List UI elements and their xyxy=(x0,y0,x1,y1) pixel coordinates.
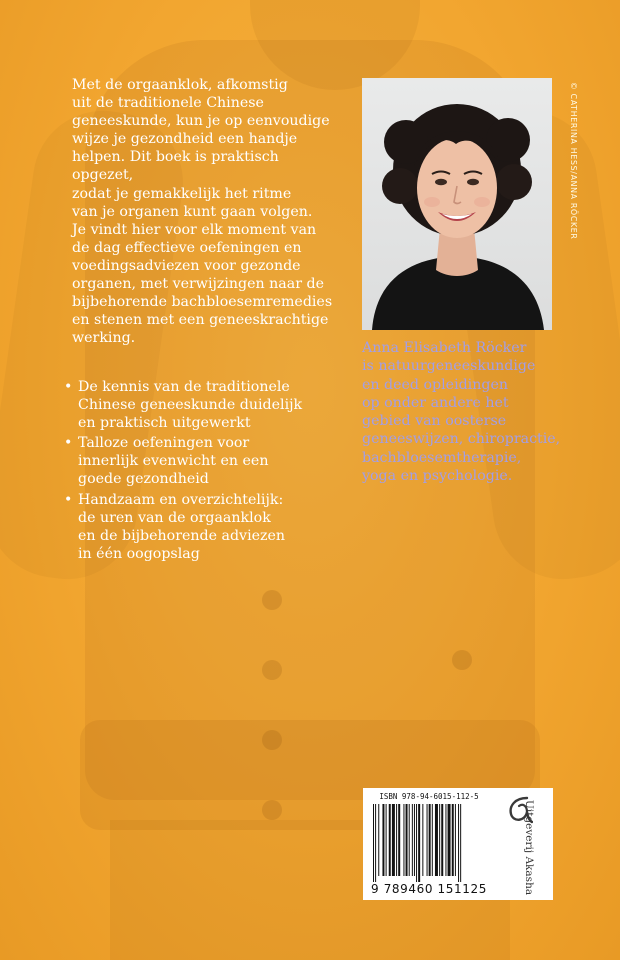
blurb-line: werking. xyxy=(72,330,136,347)
barcode-bar xyxy=(460,804,461,882)
blurb-line: zodat je gemakkelijk het ritme xyxy=(72,185,292,202)
isbn-barcode-box xyxy=(363,788,495,900)
barcode-bar xyxy=(432,804,433,876)
barcode-bar xyxy=(427,804,428,876)
barcode-bar xyxy=(418,804,420,882)
bio-line: op onder andere het xyxy=(362,394,509,411)
feature-bullet xyxy=(64,434,354,488)
barcode-bar xyxy=(435,804,438,876)
blurb-line: geneeskunde, kun je op eenvoudige xyxy=(72,113,330,130)
barcode-bar xyxy=(398,804,400,876)
bio-line: is natuurgeneeskundige xyxy=(362,358,536,375)
cardigan-button xyxy=(262,730,282,750)
author-bio xyxy=(362,339,562,485)
barcode-icon xyxy=(373,804,485,882)
feature-bullet xyxy=(64,491,354,563)
blurb-line: en stenen met een geneeskrachtige xyxy=(72,312,329,329)
book-blurb xyxy=(72,76,342,347)
blurb-line: organen, met verwijzingen naar de xyxy=(72,276,324,293)
bullet-line: Talloze oefeningen voor xyxy=(78,435,250,452)
bio-line: geneeswijzen, chiropractie, xyxy=(362,431,561,448)
blurb-line: van je organen kunt gaan volgen. xyxy=(72,203,313,220)
blurb-line: bijbehorende bachbloesemremedies xyxy=(72,294,333,311)
barcode-bar xyxy=(382,804,384,876)
bio-line: bachbloesemtherapie, xyxy=(362,449,522,466)
bullet-dot-icon: • xyxy=(64,491,73,508)
barcode-bar xyxy=(455,804,456,876)
publisher-name: Uitgeverij Akasha xyxy=(523,800,535,896)
barcode-bar xyxy=(429,804,431,876)
bullet-line: Handzaam en overzichtelijk: xyxy=(78,491,284,508)
barcode-bar xyxy=(373,804,374,882)
blurb-line: uit de traditionele Chinese xyxy=(72,95,264,112)
barcode-number: 9 789460 151125 xyxy=(371,882,487,896)
author-name: Anna Elisabeth Röcker xyxy=(362,340,527,356)
bio-line: en deed opleidingen xyxy=(362,376,508,393)
barcode-bar xyxy=(439,804,440,876)
barcode-bar xyxy=(422,804,423,876)
barcode-bar xyxy=(448,804,451,876)
barcode-bar xyxy=(406,804,408,876)
barcode-bar xyxy=(412,804,413,876)
blurb-line: de dag effectieve oefeningen en xyxy=(72,239,302,256)
barcode-bar xyxy=(396,804,397,876)
publisher-box xyxy=(495,788,553,900)
barcode-bar xyxy=(386,804,387,876)
photo-credit: © CATHERINA HESS/ANNA RÖCKER xyxy=(569,82,578,240)
barcode-bar xyxy=(414,804,415,876)
feature-bullet xyxy=(64,378,354,432)
bullet-line: De kennis van de traditionele xyxy=(78,379,290,395)
bullet-line: de uren van de orgaanklok xyxy=(78,509,271,526)
bullet-line: innerlijk evenwicht en een xyxy=(78,453,269,470)
barcode-bar xyxy=(445,804,446,876)
pocket-button xyxy=(452,650,472,670)
blurb-line: wijze je gezondheid een handje xyxy=(72,131,298,148)
bio-line: yoga en psychologie. xyxy=(362,468,513,485)
author-photo xyxy=(362,78,552,330)
barcode-bar xyxy=(452,804,454,876)
bullet-line: in één oogopslag xyxy=(78,545,200,562)
bio-line: gebied van oosterse xyxy=(362,413,507,430)
barcode-bar xyxy=(416,804,417,882)
barcode-bar xyxy=(375,804,376,882)
cardigan-button xyxy=(262,660,282,680)
cardigan-button xyxy=(262,800,282,820)
bullet-dot-icon: • xyxy=(64,379,73,395)
barcode-bar xyxy=(392,804,395,876)
blurb-line: voedingsadviezen voor gezonde xyxy=(72,257,301,274)
blurb-line: Met de orgaanklok, afkomstig xyxy=(72,77,288,93)
bullet-line: goede gezondheid xyxy=(78,471,209,488)
barcode-bar xyxy=(441,804,443,876)
bullet-line: Chinese geneeskunde duidelijk xyxy=(78,397,303,414)
cardigan-button xyxy=(262,590,282,610)
feature-bullet-list xyxy=(64,378,354,565)
isbn-label: ISBN 978-94-6015-112-5 xyxy=(379,792,479,801)
blurb-line: Je vindt hier voor elk moment van xyxy=(72,221,317,238)
barcode-bar xyxy=(378,804,379,876)
bullet-dot-icon: • xyxy=(64,435,73,452)
barcode-bar xyxy=(409,804,410,876)
barcode-bar xyxy=(458,804,459,882)
bullet-line: en praktisch uitgewerkt xyxy=(78,415,251,432)
barcode-bar xyxy=(389,804,391,876)
barcode-bar xyxy=(403,804,404,876)
author-portrait-illustration xyxy=(362,78,552,330)
blurb-line: helpen. Dit boek is praktisch opgezet, xyxy=(72,149,279,184)
bullet-line: en de bijbehorende adviezen xyxy=(78,527,286,544)
